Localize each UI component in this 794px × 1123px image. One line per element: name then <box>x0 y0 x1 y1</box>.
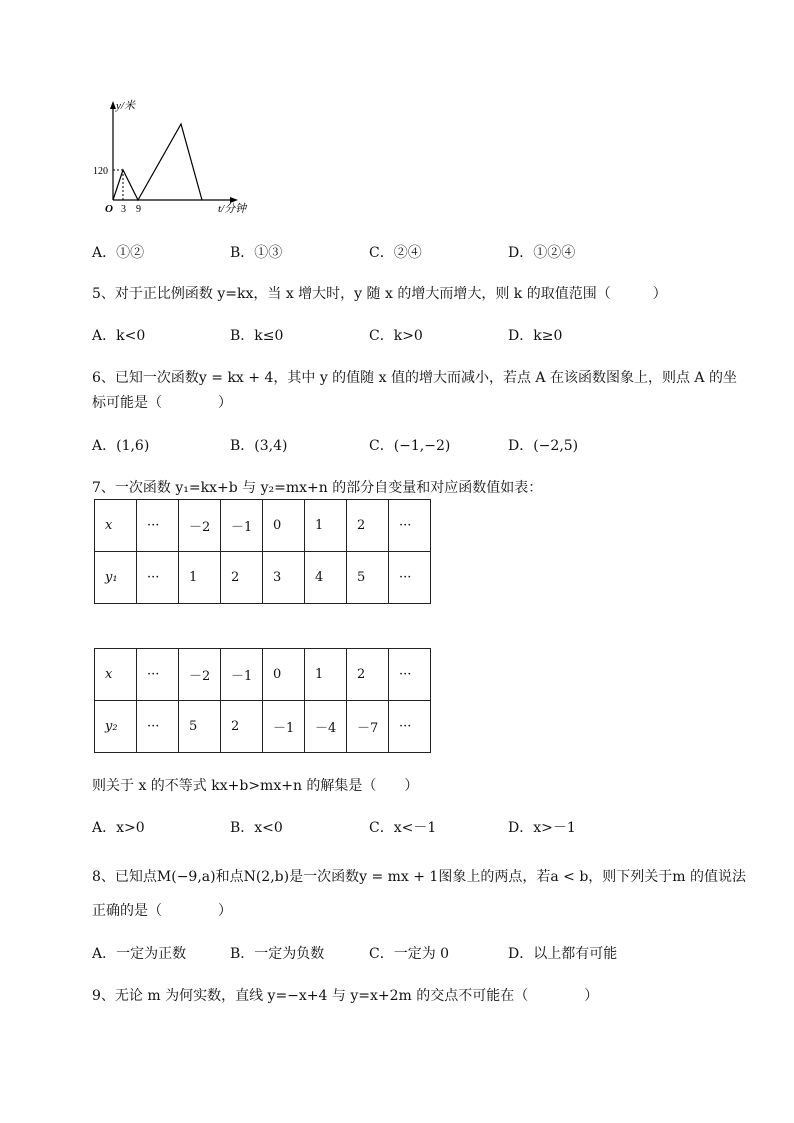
q7-option-d[interactable]: D．x>－1 <box>508 820 576 836</box>
table-cell: 1 <box>305 649 347 701</box>
table-cell: 2 <box>221 552 263 604</box>
table-cell: ··· <box>137 500 179 552</box>
q4-option-b[interactable]: B．①③ <box>230 245 283 261</box>
table-cell: 2 <box>221 701 263 753</box>
table-cell: 0 <box>263 649 305 701</box>
q7-question: 则关于 x 的不等式 kx+b>mx+n 的解集是（ ） <box>92 778 419 794</box>
q8-option-b[interactable]: B．一定为负数 <box>230 946 325 962</box>
table-cell: 2 <box>347 649 389 701</box>
q9-stem: 9、无论 m 为何实数，直线 y=−x+4 与 y=x+2m 的交点不可能在（ ） <box>92 988 599 1004</box>
table-cell: 1 <box>179 552 221 604</box>
q5-stem: 5、对于正比例函数 y=kx，当 x 增大时，y 随 x 的增大而增大，则 k 的取值范围（ ） <box>92 286 667 302</box>
q4-option-a[interactable]: A．①② <box>92 245 145 261</box>
q7-option-a[interactable]: A．x>0 <box>92 820 145 836</box>
q5-option-b[interactable]: B．k≤0 <box>230 328 284 344</box>
q6-option-a[interactable]: A．(1,6) <box>92 438 150 454</box>
table-cell: y₂ <box>95 701 137 753</box>
q4-option-d[interactable]: D．①②④ <box>508 245 576 261</box>
table-row <box>95 500 431 552</box>
q8-option-d[interactable]: D．以上都有可能 <box>508 946 618 962</box>
x-tick-3: 3 <box>121 204 126 215</box>
table-cell: －1 <box>263 701 305 753</box>
distance-line <box>113 124 202 200</box>
q5-option-d[interactable]: D．k≥0 <box>508 328 563 344</box>
table-cell: 3 <box>263 552 305 604</box>
y-tick-120: 120 <box>93 166 108 177</box>
q7-option-c[interactable]: C．x<－1 <box>369 820 437 836</box>
table-cell: 5 <box>179 701 221 753</box>
table-cell: ··· <box>389 701 431 753</box>
q8-option-c[interactable]: C．一定为 0 <box>369 946 450 962</box>
q8-option-a[interactable]: A．一定为正数 <box>92 946 187 962</box>
table-row <box>95 649 431 701</box>
q6-option-b[interactable]: B．(3,4) <box>230 438 288 454</box>
q6-stem-line1: 6、已知一次函数y = kx + 4，其中 y 的值随 x 值的增大而减小，若点 A 在该函数图象上，则点 A 的坐 <box>92 370 737 386</box>
y-axis-label: y/米 <box>116 100 135 112</box>
q5-option-c[interactable]: C．k>0 <box>369 328 423 344</box>
table-cell: －4 <box>305 701 347 753</box>
table-cell: ··· <box>137 649 179 701</box>
q7-table-y1 <box>94 499 431 604</box>
q8-stem-line2: 正确的是（ ） <box>92 903 232 919</box>
table-cell: x <box>95 500 137 552</box>
q5-option-a[interactable]: A．k<0 <box>92 328 146 344</box>
table-cell: ··· <box>137 552 179 604</box>
table-cell: 0 <box>263 500 305 552</box>
table-cell: ··· <box>137 701 179 753</box>
q6-stem-line2: 标可能是（ ） <box>92 395 232 411</box>
table-cell: ··· <box>389 649 431 701</box>
distance-time-graph <box>90 95 260 225</box>
table-cell: ··· <box>389 552 431 604</box>
table-row <box>95 701 431 753</box>
q7-table-y2 <box>94 648 431 753</box>
q7-option-b[interactable]: B．x<0 <box>230 820 283 836</box>
table-cell: －2 <box>179 500 221 552</box>
table-cell: y₁ <box>95 552 137 604</box>
origin-label: O <box>105 203 113 215</box>
table-cell: －1 <box>221 500 263 552</box>
table-row <box>95 552 431 604</box>
table-cell: x <box>95 649 137 701</box>
table-cell: 2 <box>347 500 389 552</box>
table-cell: 4 <box>305 552 347 604</box>
q6-option-c[interactable]: C．(−1,−2) <box>369 438 451 454</box>
table-cell: －2 <box>179 649 221 701</box>
table-cell: ··· <box>389 500 431 552</box>
table-cell: 1 <box>305 500 347 552</box>
table-cell: －1 <box>221 649 263 701</box>
q4-option-c[interactable]: C．②④ <box>369 245 422 261</box>
table-cell: 5 <box>347 552 389 604</box>
x-axis-label: t/分钟 <box>218 203 247 215</box>
q8-stem-line1: 8、已知点M(−9,a)和点N(2,b)是一次函数y = mx + 1图象上的两点，若a < b，则下列关于m 的值说法 <box>92 869 747 885</box>
q7-stem: 7、一次函数 y₁=kx+b 与 y₂=mx+n 的部分自变量和对应函数值如表： <box>92 480 543 496</box>
q6-option-d[interactable]: D．(−2,5) <box>508 438 579 454</box>
table-cell: －7 <box>347 701 389 753</box>
x-tick-9: 9 <box>136 204 141 215</box>
